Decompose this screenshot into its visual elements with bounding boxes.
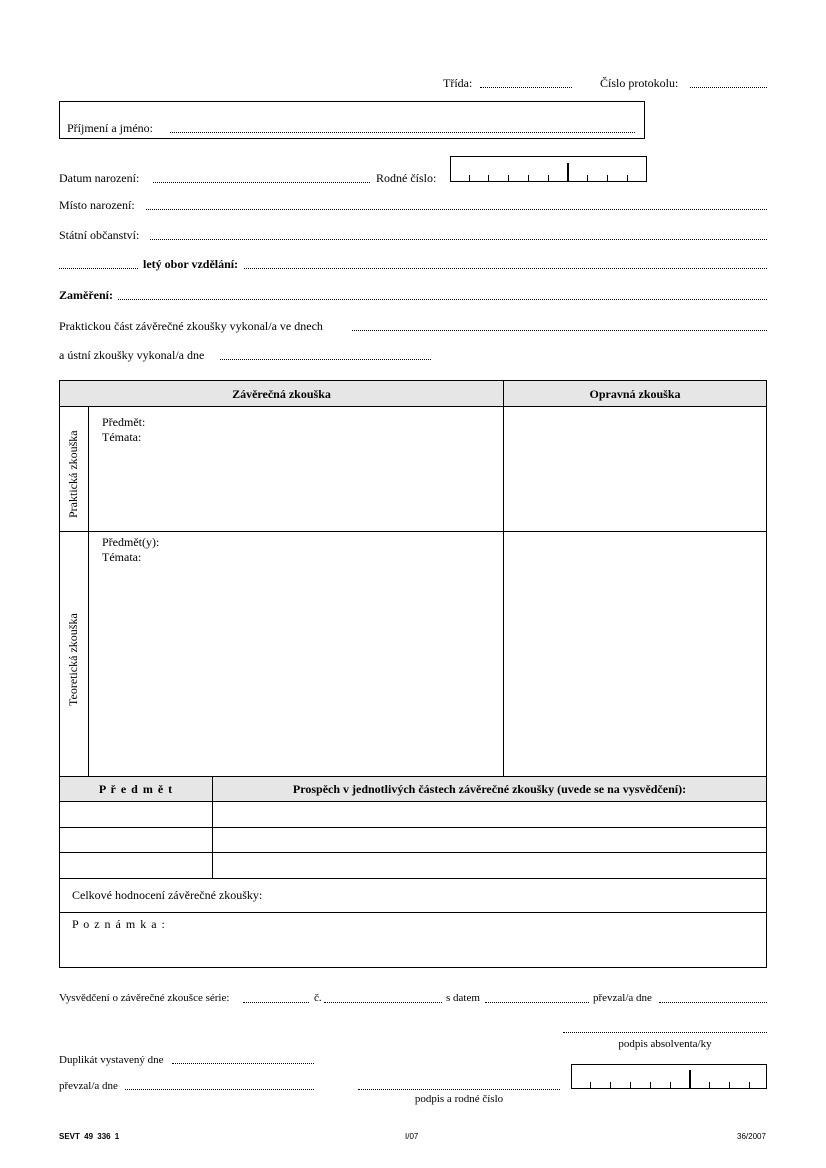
note-label: P o z n á m k a : xyxy=(72,917,166,931)
graduate-signature-label: podpis absolventa/ky xyxy=(618,1038,712,1050)
certificate-number-label: č. xyxy=(314,992,322,1004)
table-divider xyxy=(59,878,767,879)
protocol-number-field[interactable] xyxy=(690,87,767,88)
theory-subjects-label: Předmět(y): xyxy=(102,535,160,549)
oral-date-field[interactable] xyxy=(220,359,431,360)
birth-number-label: Rodné číslo: xyxy=(376,171,437,185)
certificate-series-label: Vysvědčení o závěrečné zkoušce série: xyxy=(59,992,230,1004)
duplicate-date-field[interactable] xyxy=(172,1063,314,1064)
focus-field[interactable] xyxy=(118,299,767,300)
theory-exam-side-label: Teoretická zkouška xyxy=(66,613,80,706)
study-field-field[interactable] xyxy=(244,268,767,269)
practical-retake-cell[interactable] xyxy=(504,407,766,531)
birth-date-label: Datum narození: xyxy=(59,171,140,185)
theory-retake-cell[interactable] xyxy=(504,532,766,776)
final-exam-header: Závěrečná zkouška xyxy=(232,387,331,401)
birth-number-box[interactable] xyxy=(450,156,647,182)
subject-cell[interactable] xyxy=(60,828,212,852)
retake-exam-header: Opravná zkouška xyxy=(589,387,681,401)
subject-cell[interactable] xyxy=(60,802,212,827)
theory-topics-label: Témata: xyxy=(102,550,142,564)
result-cell[interactable] xyxy=(213,853,766,878)
duplicate-label: Duplikát vystavený dne xyxy=(59,1054,164,1066)
signature-birth-number-label: podpis a rodné číslo xyxy=(414,1093,504,1105)
practical-label: Praktickou část závěrečné zkoušky vykonal/a ve dnech xyxy=(59,319,323,333)
class-field[interactable] xyxy=(480,87,572,88)
note-field[interactable] xyxy=(60,932,766,967)
graduate-signature-field[interactable] xyxy=(563,1032,767,1033)
overall-rating-field[interactable] xyxy=(280,880,766,912)
duplicate-received-field[interactable] xyxy=(125,1089,314,1090)
birth-place-field[interactable] xyxy=(146,209,767,210)
certificate-received-field[interactable] xyxy=(659,1002,767,1003)
birth-date-field[interactable] xyxy=(153,182,370,183)
citizenship-label: Státní občanství: xyxy=(59,228,140,242)
name-field[interactable] xyxy=(170,132,635,133)
certificate-date-label: s datem xyxy=(446,992,480,1004)
result-cell[interactable] xyxy=(213,802,766,827)
duplicate-received-label: převzal/a dne xyxy=(59,1080,118,1092)
subject-header: P ř e d m ě t xyxy=(98,782,174,796)
footer-form-code: SEVT 49 336 1 xyxy=(59,1132,120,1141)
name-label: Příjmení a jméno: xyxy=(67,121,153,135)
theory-exam-cell[interactable] xyxy=(89,532,503,776)
study-years-field[interactable] xyxy=(59,268,138,269)
practical-dates-field[interactable] xyxy=(352,330,767,331)
subject-cell[interactable] xyxy=(60,853,212,878)
footer-date-code: 36/2007 xyxy=(737,1132,766,1141)
protocol-label: Číslo protokolu: xyxy=(600,76,679,90)
practical-topics-label: Témata: xyxy=(102,430,142,444)
birth-place-label: Místo narození: xyxy=(59,198,135,212)
certificate-received-label: převzal/a dne xyxy=(593,992,652,1004)
result-cell[interactable] xyxy=(213,828,766,852)
practical-exam-side-label: Praktická zkouška xyxy=(66,430,80,518)
class-label: Třída: xyxy=(443,76,473,90)
practical-subject-label: Předmět: xyxy=(102,415,146,429)
signature-birth-number-field[interactable] xyxy=(358,1089,560,1090)
result-header: Prospěch v jednotlivých částech závěrečné zkoušky (uvede se na vysvědčení): xyxy=(292,782,687,796)
table-divider xyxy=(59,912,767,913)
footer-version: I/07 xyxy=(405,1132,419,1141)
focus-label: Zaměření: xyxy=(59,288,113,302)
certificate-date-field[interactable] xyxy=(485,1002,589,1003)
certificate-number-field[interactable] xyxy=(324,1002,442,1003)
citizenship-field[interactable] xyxy=(150,239,767,240)
study-field-label: letý obor vzdělání: xyxy=(143,257,239,271)
overall-rating-label: Celkové hodnocení závěrečné zkoušky: xyxy=(72,888,263,902)
duplicate-birth-number-box[interactable] xyxy=(571,1064,767,1089)
practical-exam-cell[interactable] xyxy=(89,407,503,531)
oral-label: a ústní zkoušky vykonal/a dne xyxy=(59,348,205,362)
certificate-series-field[interactable] xyxy=(243,1002,309,1003)
